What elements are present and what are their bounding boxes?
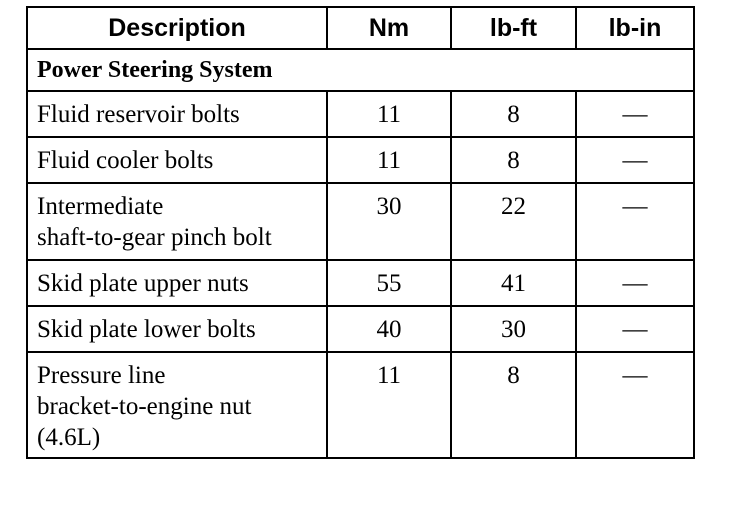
- row-description: [27, 137, 327, 183]
- row-nm: 11: [327, 352, 451, 458]
- row-lb-in: —: [576, 91, 694, 137]
- table-row: [27, 91, 694, 137]
- row-lb-in: —: [576, 137, 694, 183]
- row-lb-ft: 8: [451, 352, 576, 458]
- row-nm: 40: [327, 306, 451, 352]
- row-nm: 11: [327, 137, 451, 183]
- header-row: [27, 7, 694, 49]
- header-description: Description: [27, 7, 327, 49]
- row-lb-ft: 30: [451, 306, 576, 352]
- description-line: Fluid cooler bolts: [37, 147, 214, 174]
- row-lb-ft: 8: [451, 91, 576, 137]
- description-line: Intermediate: [37, 193, 164, 220]
- table-row: [27, 137, 694, 183]
- section-title: Power Steering System: [27, 49, 694, 91]
- description-line: Pressure line: [37, 362, 166, 389]
- torque-spec-table: [26, 6, 695, 459]
- row-lb-in: —: [576, 306, 694, 352]
- description-line: (4.6L): [37, 424, 101, 451]
- row-description: [27, 306, 327, 352]
- row-description: [27, 260, 327, 306]
- section-row: [27, 49, 694, 91]
- table-row: [27, 306, 694, 352]
- description-line: Skid plate lower bolts: [37, 316, 256, 343]
- table-row: [27, 352, 694, 458]
- table-row: [27, 183, 694, 260]
- row-lb-in: —: [576, 260, 694, 306]
- row-lb-ft: 41: [451, 260, 576, 306]
- row-nm: 55: [327, 260, 451, 306]
- header-lb-in: lb-in: [576, 7, 694, 49]
- row-description: [27, 183, 327, 260]
- row-nm: 30: [327, 183, 451, 260]
- row-lb-ft: 22: [451, 183, 576, 260]
- description-line: Skid plate upper nuts: [37, 270, 249, 297]
- row-lb-ft: 8: [451, 137, 576, 183]
- row-lb-in: —: [576, 183, 694, 260]
- header-nm: Nm: [327, 7, 451, 49]
- description-line: bracket-to-engine nut: [37, 393, 252, 420]
- header-lb-ft: lb-ft: [451, 7, 576, 49]
- row-nm: 11: [327, 91, 451, 137]
- description-line: shaft-to-gear pinch bolt: [37, 224, 272, 251]
- description-line: Fluid reservoir bolts: [37, 101, 240, 128]
- table-row: [27, 260, 694, 306]
- row-lb-in: —: [576, 352, 694, 458]
- row-description: [27, 352, 327, 458]
- row-description: [27, 91, 327, 137]
